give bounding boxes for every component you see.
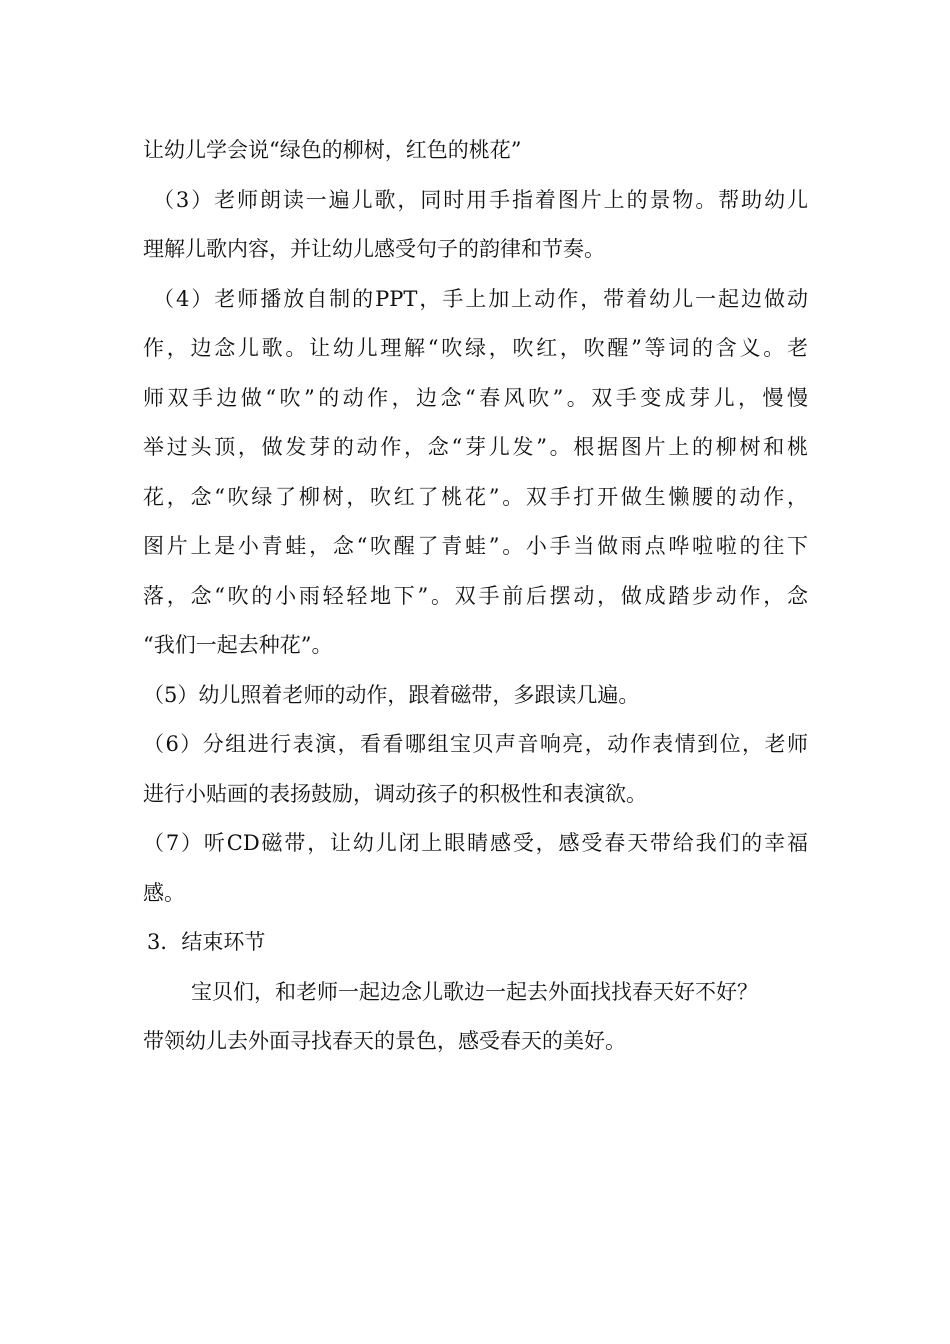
text-line-13: （6）分组进行表演，看看哪组宝贝声音响亮，动作表情到位，老师 [143, 732, 808, 756]
text-line-3: 理解儿歌内容，并让幼儿感受句子的韵律和节奏。 [143, 237, 605, 261]
text-line-11: “我们一起去种花”。 [143, 633, 333, 657]
section-heading: 3．结束环节 [147, 930, 266, 954]
text-line-9: 图片上是小青蛙，念“吹醒了青蛙”。小手当做雨点哗啦啦的往下 [143, 534, 808, 558]
text-line-16: 感。 [143, 880, 185, 905]
text-line-15: （7）听CD磁带，让幼儿闭上眼睛感受，感受春天带给我们的幸福 [143, 831, 808, 855]
text-line-12: （5）幼儿照着老师的动作，跟着磁带，多跟读几遍。 [143, 682, 640, 707]
text-line-14: 进行小贴画的表扬鼓励，调动孩子的积极性和表演欲。 [143, 781, 647, 806]
text-line-1: 让幼儿学会说“绿色的柳树，红色的桃花” [143, 138, 522, 162]
text-line-2: （3）老师朗读一遍儿歌，同时用手指着图片上的景物。帮助幼儿 [153, 187, 808, 212]
text-line-7: 举过头顶，做发芽的动作，念“芽儿发”。根据图片上的柳树和桃 [143, 435, 808, 459]
text-line-8: 花，念“吹绿了柳树，吹红了桃花”。双手打开做生懒腰的动作， [143, 484, 808, 509]
text-line-10: 落，念“吹的小雨轻轻地下”。双手前后摆动，做成踏步动作，念 [143, 583, 808, 608]
text-line-4: （4）老师播放自制的PPT，手上加上动作，带着幼儿一起边做动 [153, 286, 808, 311]
text-line-5: 作，边念儿歌。让幼儿理解“吹绿，吹红，吹醒”等词的含义。老 [143, 336, 808, 360]
text-line-19: 带领幼儿去外面寻找春天的景色，感受春天的美好。 [143, 1029, 626, 1053]
document-body [143, 126, 808, 1067]
text-line-6: 师双手边做“吹”的动作，边念“春风吹”。双手变成芽儿，慢慢 [143, 385, 808, 410]
text-line-18: 宝贝们，和老师一起边念儿歌边一起去外面找找春天好不好？ [191, 979, 758, 1004]
